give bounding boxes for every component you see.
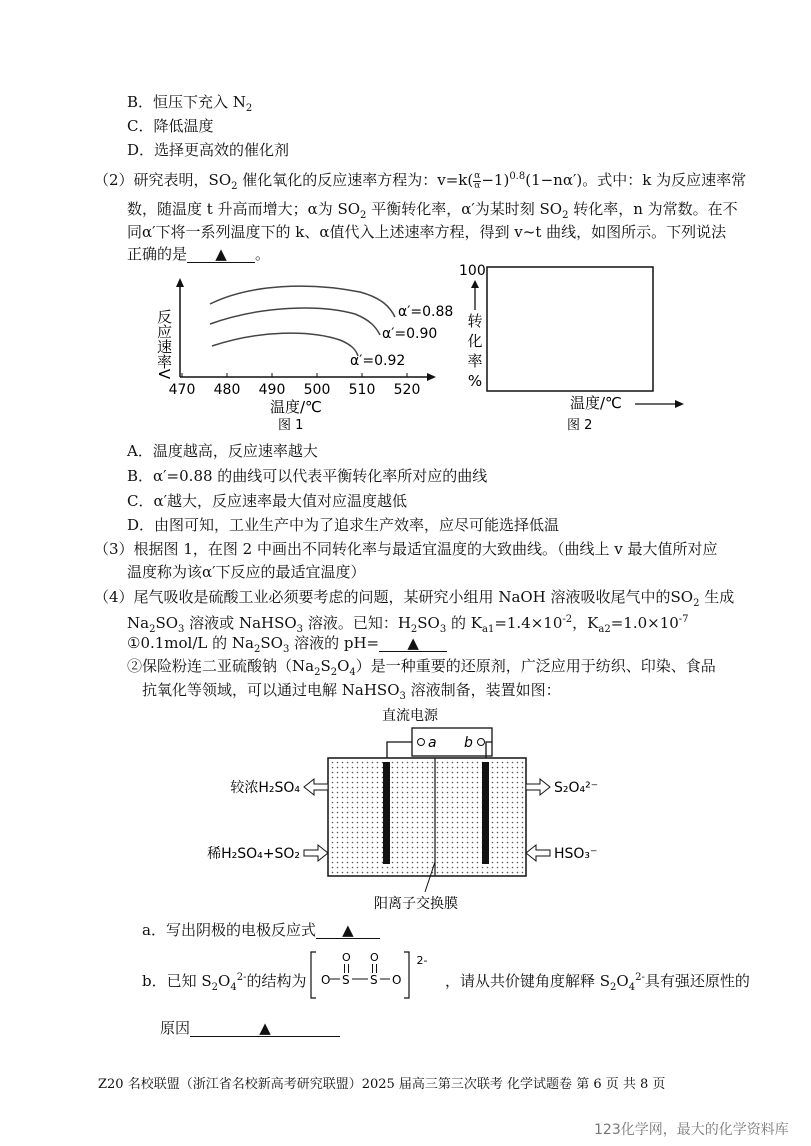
dithionite-structure [306,946,436,1006]
bracket-left [311,952,316,998]
q2-option-b: B．α′=0.88 的曲线可以代表平衡转化率所对应的曲线 [127,467,488,485]
answer-blank-cathode[interactable]: ▲ [316,922,380,939]
terminal-b-label: b [464,735,473,751]
part-b-text2: ，请从共价键角度解释 $S_2O_4^{2-}$具有强还原性的 [445,972,750,993]
atom-o-top1: O [342,951,351,964]
atom-o-top2: O [370,951,379,964]
option-b: B．恒压下充入 $N_2$ [127,93,253,114]
terminal-a [418,739,425,746]
fig1-xtick-label: 500 [303,382,331,398]
fig2-ylabel-2: 率 [467,352,483,370]
q2-option-a: A．温度越高，反应速率越大 [127,442,318,460]
anode-electrode [383,762,390,864]
outlet-right-top [526,779,550,795]
power-source-label: 直流电源 [382,708,438,724]
curve-alpha-0.92 [212,333,358,356]
fig2-ylabel-1: 化 [467,332,483,350]
fig1-y-arrow [176,278,184,287]
q2-line2: 数，随温度 t 升高而增大；α为 $SO_2$ 平衡转化率，α′为某时刻 $SO_2$ 转化率，n 为常数。在不 [127,200,738,221]
q4-sub2-line1: ②保险粉连二亚硫酸钠$(Na_2S_2O_4)$是一种重要的还原剂，广泛应用于纺织、印染、食品 [127,657,716,678]
fig1-xtick-label: 510 [348,382,376,398]
option-c: C．降低温度 [127,117,214,135]
fig2-x-arrow [675,400,684,408]
part-b-reason: 原因 ▲ [160,1018,340,1038]
fig1-x-arrow [427,373,436,381]
q2-line3: 同α′下将一系列温度下的 k、α值代入上述速率方程，得到 v~t 曲线，如图所示。下列说法 [127,223,727,241]
answer-blank-ph[interactable]: ▲ [379,635,447,652]
fig1-ylabel: 反应速率V [155,308,173,380]
terminal-b [478,739,485,746]
q2-line1: （2）研究表明，$SO_2$ 催化氧化的反应速率方程为：v=k( $\frac{\alpha}{\alpha}$ −1)$^{0.8}$(1−nα′)。式中：k 为反应速率常 [94,170,747,192]
option-d: D．选择更高效的催化剂 [127,141,290,159]
answer-blank-q2[interactable]: ▲ [187,246,255,263]
q2-option-d: D．由图可知，工业生产中为了追求生产效率，应尽可能选择低温 [127,516,560,534]
electrolysis-apparatus [200,700,620,915]
label-conc-h2so4: 较浓H₂SO₄ [230,780,300,796]
wire-a [387,742,412,758]
cathode-electrode [482,762,489,864]
atom-s1: S [342,973,350,987]
watermark: 123化学网，最大的化学资料库 [594,1122,789,1138]
curve-alpha-0.90 [210,308,380,335]
answer-blank-reason[interactable]: ▲ [190,1020,340,1037]
q2-line4: 正确的是 ▲ 。 [127,245,271,263]
electrolytic-cell [328,758,526,876]
fig1-xtick-label: 480 [213,382,241,398]
fig2-ymax: 100 [459,263,486,279]
q4-line1: （4）尾气吸收是硫酸工业必须要考虑的问题，某研究小组用 NaOH 溶液吸收尾气中的$SO_2$ 生成 [94,588,735,609]
curve-label-0.90: α′=0.90 [382,326,438,342]
fig1-xtick-label: 470 [168,382,196,398]
figure-1-chart [150,272,454,433]
atom-o-right: O [392,973,402,987]
structure-charge: 2- [416,954,428,967]
q4-line2: $Na_2SO_3$ 溶液或 NaHSO$_3$ 溶液。已知：$H_2SO_3$ 的 $K_{a1}=1.4\times 10^{-2}$，$K_{a2}=1.0\times 10^{-7}$ [127,614,689,635]
label-s2o4: S₂O₄²⁻ [554,780,599,796]
atom-o-left: O [321,973,331,987]
figure-2-chart [455,258,695,432]
label-hso3: HSO₃⁻ [554,846,598,862]
inlet-left-bottom [304,845,328,861]
label-dilute-h2so4-so2: 稀H₂SO₄+SO₂ [207,846,300,862]
fig2-xlabel: 温度/℃ [570,394,622,412]
q4-sub2-line2: 抗氧化等领域，可以通过电解 NaHSO$_3$ 溶液制备，装置如图： [142,681,561,702]
atom-s2: S [370,973,378,987]
q2-option-c: C．α′越大，反应速率最大值对应温度越低 [127,492,408,510]
outlet-left-top [304,779,328,795]
part-a: a．写出阴极的电极反应式 ▲ [142,920,380,940]
bracket-right [404,952,409,998]
inlet-right-bottom [526,845,550,861]
q4-sub1: ①0.1mol/L 的 $Na_2SO_3$ 溶液的 pH= ▲ [127,633,447,660]
q3-line2: 温度称为该α′下反应的最适宜温度） [127,563,366,581]
curve-label-0.88: α′=0.88 [398,304,454,320]
fig2-ylabel-3: % [467,372,483,390]
fig1-xlabel: 温度/℃ [270,398,322,416]
page-footer: Z20 名校联盟（浙江省名校新高考研究联盟）2025 届高三第三次联考 化学试题卷 第 6 页 共 8 页 [98,1077,666,1092]
fig1-xtick-label: 490 [258,382,286,398]
curve-alpha-0.88 [210,286,395,317]
fig1-xtick-label: 520 [393,382,421,398]
alpha-fraction: $\frac{\alpha}{\alpha}$ [474,170,481,191]
part-b-text: b．已知 $S_2O_4^{2-}$的结构为 [142,972,307,993]
terminal-a-label: a [428,735,437,751]
fig2-plot-box [487,267,653,391]
fig1-caption: 图 1 [278,418,304,433]
fig2-caption: 图 2 [567,418,593,433]
fig2-y-arrow [471,280,479,288]
membrane-label: 阳离子交换膜 [374,896,458,912]
fig2-ylabel-0: 转 [467,312,483,330]
curve-label-0.92: α′=0.92 [350,353,406,369]
q3-line1: （3）根据图 1，在图 2 中画出不同转化率与最适宜温度的大致曲线。（曲线上 v 最大值所对应 [94,540,718,558]
